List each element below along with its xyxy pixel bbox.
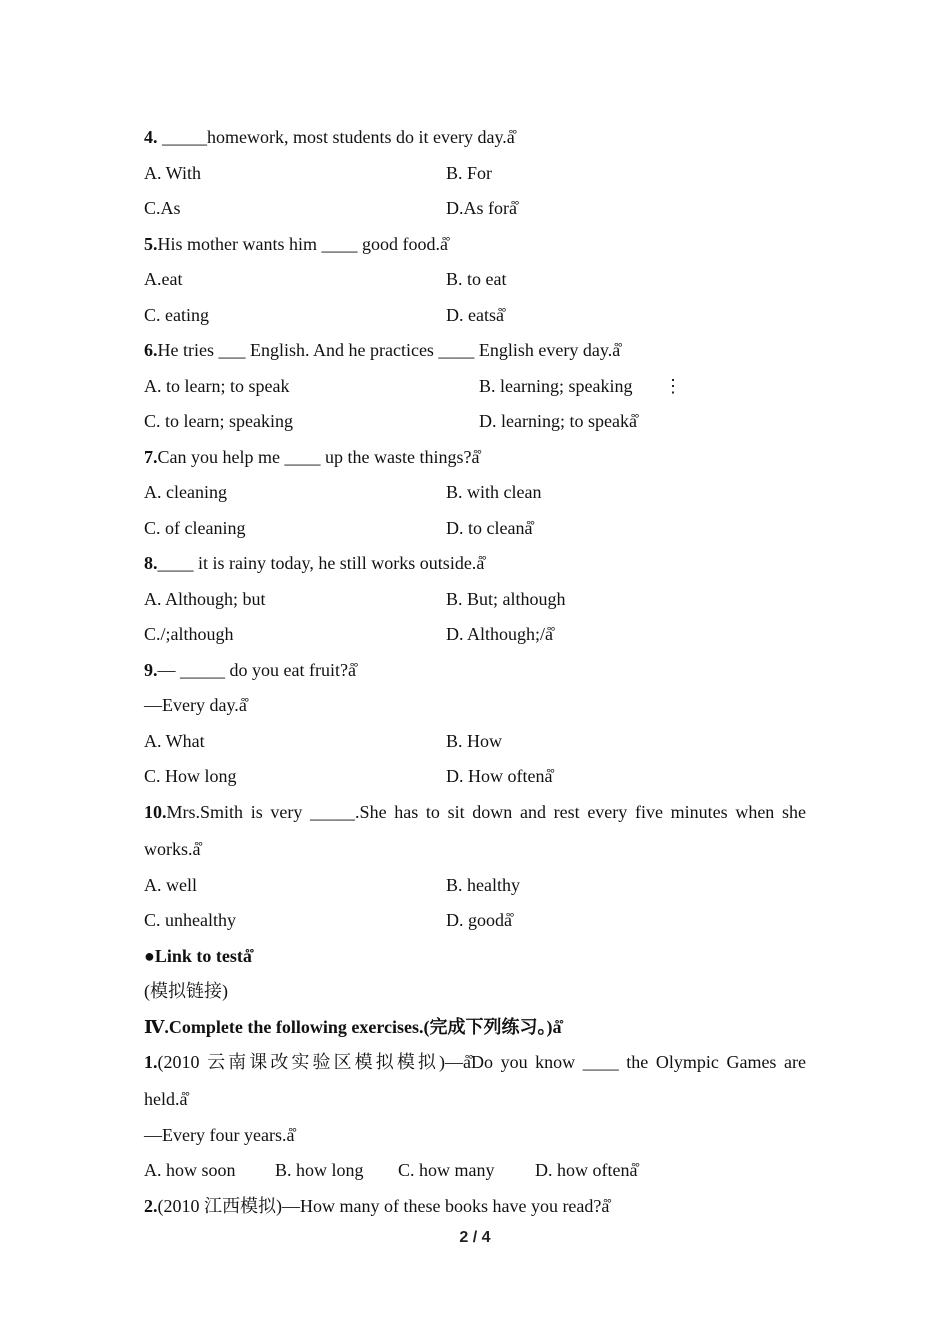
vertical-dots-mark: ⋮ <box>664 376 682 396</box>
question-9: 9.— _____ do you eat fruit?å̊ <box>144 660 356 680</box>
link-to-test-subtitle: (模拟链接) <box>144 981 228 1001</box>
option-c: C. to learn; speaking <box>144 411 293 431</box>
option-b: B. how long <box>275 1160 364 1180</box>
dialogue-reply: —Every day.å̊ <box>144 695 247 715</box>
section-question-2: 2.(2010 江西模拟)—How many of these books have you read?å̊ <box>144 1196 610 1216</box>
option-c: C. How long <box>144 766 237 786</box>
page-number: 2 / 4 <box>459 1229 491 1246</box>
option-a: A. to learn; to speak <box>144 376 290 396</box>
option-b: B. learning; speaking <box>479 376 633 396</box>
option-b: B. But; although <box>446 589 566 609</box>
question-7: 7.Can you help me ____ up the waste things?å̊ <box>144 447 480 467</box>
section-question-1: 1.(2010 云南课改实验区模拟模拟)—å̊Do you know ____ the Olympic Games are <box>144 1052 806 1072</box>
question-6: 6.He tries ___ English. And he practices ____ English every day.å̊ <box>144 340 621 360</box>
option-a: A. well <box>144 875 197 895</box>
option-c: C. eating <box>144 305 209 325</box>
section-heading: Ⅳ.Complete the following exercises.(完成下列练习。)å̊ <box>144 1017 562 1037</box>
option-a: A. Although; but <box>144 589 266 609</box>
question-8: 8.____ it is rainy today, he still works outside.å̊ <box>144 553 485 573</box>
question-10-continued: works.å̊ <box>144 839 201 859</box>
option-a: A. With <box>144 163 201 183</box>
option-c: C./;although <box>144 624 234 644</box>
option-d: D. eatså̊ <box>446 305 504 325</box>
option-b: B. to eat <box>446 269 507 289</box>
option-a: A.eat <box>144 269 183 289</box>
option-c: C. of cleaning <box>144 518 246 538</box>
option-c: C. unhealthy <box>144 910 236 930</box>
option-d: D. Although;/å̊ <box>446 624 554 644</box>
question-number: 4. <box>144 127 158 147</box>
section-question-1-continued: held.å̊ <box>144 1089 188 1109</box>
option-d: D. how oftenå̊ <box>535 1160 638 1180</box>
option-b: B. How <box>446 731 503 751</box>
option-a: A. cleaning <box>144 482 227 502</box>
dialogue-reply: —Every four years.å̊ <box>144 1125 295 1145</box>
question-5: 5.His mother wants him ____ good food.å̊ <box>144 234 448 254</box>
option-d: D.As forå̊ <box>446 198 517 218</box>
option-d: D. How oftenå̊ <box>446 766 553 786</box>
option-b: B. healthy <box>446 875 520 895</box>
option-c: C.As <box>144 198 181 218</box>
option-a: A. What <box>144 731 205 751</box>
question-stem: _____homework, most students do it every day. <box>157 127 507 147</box>
option-c: C. how many <box>398 1160 495 1180</box>
option-d: D. to cleanå̊ <box>446 518 533 538</box>
option-a: A. how soon <box>144 1160 236 1180</box>
link-to-test-heading: ●Link to testå̊ <box>144 946 252 966</box>
question-10: 10.Mrs.Smith is very _____.She has to sit down and rest every five minutes when she <box>144 802 806 822</box>
paragraph-mark: å̊ <box>506 127 515 147</box>
option-d: D. goodå̊ <box>446 910 512 930</box>
question-4 <box>144 126 515 148</box>
option-b: B. with clean <box>446 482 542 502</box>
option-b: B. For <box>446 163 493 183</box>
option-d: D. learning; to speakå̊ <box>479 411 637 431</box>
options-row <box>144 1159 637 1181</box>
